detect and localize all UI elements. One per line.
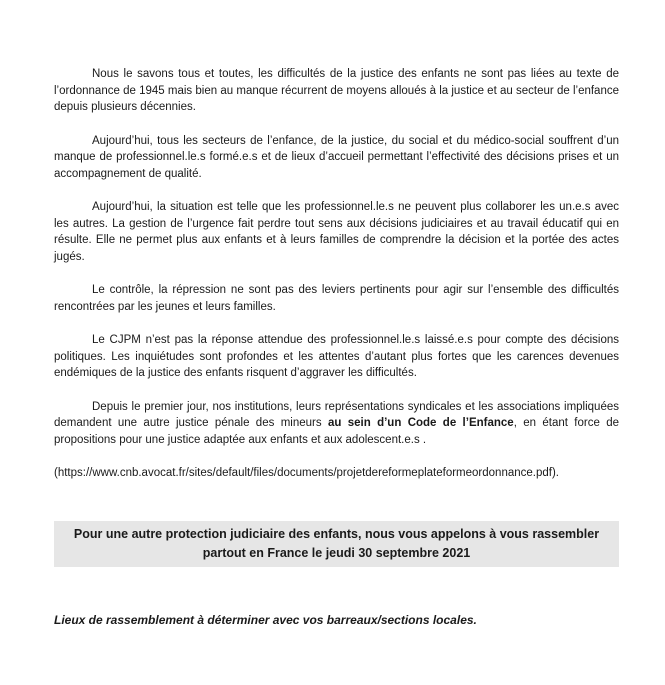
callout-box xyxy=(54,521,619,567)
paragraph-6 xyxy=(54,399,619,449)
paragraph-4: Le contrôle, la répression ne sont pas des leviers pertinents pour agir sur l’ensemble des difficultés rencontrées par les jeunes et leurs familles. xyxy=(54,284,619,313)
footer-note: Lieux de rassemblement à déterminer avec vos barreaux/sections locales. xyxy=(54,613,477,627)
callout-text: Pour une autre protection judiciaire des enfants, nous vous appelons à vous rassembler partout en France le jeudi 30 septembre 2021 xyxy=(73,527,600,560)
paragraph-6-text-before: Depuis le premier jour, nos institutions, leurs représentations syndicales et les associations impliquées demandent une autre justice pénale des mineurs xyxy=(54,400,619,429)
paragraph-6-text-after: , en étant force de propositions pour une justice adaptée aux enfants et aux adolescent.e.s . xyxy=(54,417,619,446)
document-body xyxy=(54,66,619,499)
paragraph-1: Nous le savons tous et toutes, les difficultés de la justice des enfants ne sont pas liées au texte de l’ordonnance de 1945 mais bien au manque récurrent de moyens alloués à la justice et au secteur de l’enfance depuis plusieurs décennies. xyxy=(54,68,619,113)
paragraph-3: Aujourd’hui, la situation est telle que les professionnel.le.s ne peuvent plus collaborer les un.e.s avec les autres. La gestion de l’urgence fait perdre tout sens aux décisions judiciaires et au travail éducatif qui en résulte. Elle ne permet plus aux enfants et à leurs familles de comprendre la décision et la portée des actes jugés. xyxy=(54,201,619,263)
reference-url: (https://www.cnb.avocat.fr/sites/default/files/documents/projetdereformeplateformeordonnance.pdf). xyxy=(54,467,559,479)
paragraph-5: Le CJPM n’est pas la réponse attendue des professionnel.le.s laissé.e.s pour compte des décisions politiques. Les inquiétudes sont profondes et les attentes d’autant plus fortes que les carences devenues endémiques de la justice des enfants risquent d’aggraver les difficultés. xyxy=(54,334,619,379)
paragraph-2: Aujourd’hui, tous les secteurs de l’enfance, de la justice, du social et du médico-social souffrent d’un manque de professionnel.le.s formé.e.s et de lieux d’accueil permettant l’effectivité des décisions prises et un accompagnement de qualité. xyxy=(54,134,619,180)
paragraph-6-bold-text: au sein d’un Code de l’Enfance xyxy=(327,417,514,429)
